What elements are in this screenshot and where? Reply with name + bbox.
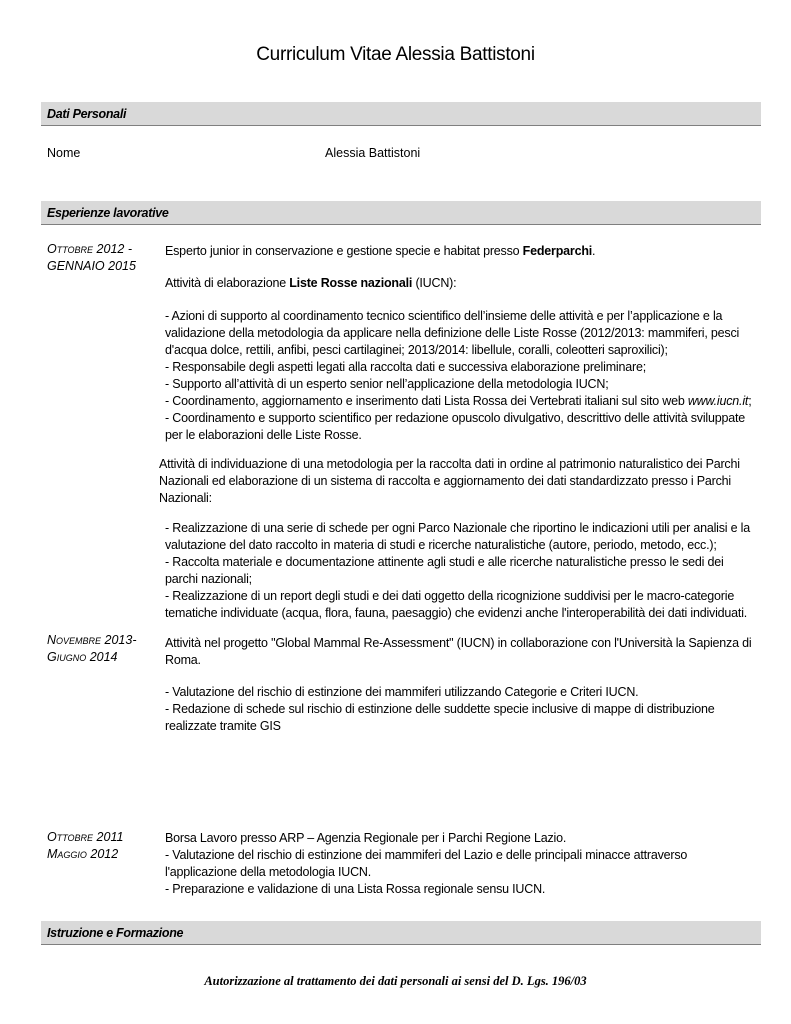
job-description <box>165 830 755 898</box>
list-item: - Responsabile degli aspetti legati alla raccolta dati e successiva elaborazione preliminare; <box>165 360 646 374</box>
list-item: - Coordinamento e supporto scientifico per redazione opuscolo divulgativo, descrittivo delle attività sviluppate per le elaborazioni delle Liste Rosse. <box>165 411 746 442</box>
list-item: - Preparazione e validazione di una Lista Rossa regionale sensu IUCN. <box>165 882 546 896</box>
name-value: Alessia Battistoni <box>325 146 421 160</box>
activity-heading-text: Attività di elaborazione <box>165 276 290 290</box>
activity-bullet-list <box>165 308 755 444</box>
employer-name: Federparchi <box>522 244 593 258</box>
list-item-text: - Coordinamento, aggiornamento e inserimento dati Lista Rossa dei Vertebrati italiani sul sito web <box>165 394 688 408</box>
date-end: Maggio 2012 <box>47 847 119 861</box>
activity-heading <box>165 275 755 292</box>
activity-bullet-list-2 <box>165 520 755 622</box>
document-title: Curriculum Vitae Alessia Battistoni <box>256 44 535 65</box>
job-intro-end: . <box>592 244 596 258</box>
date-start: Ottobre 2011 <box>47 830 124 844</box>
date-start: Novembre 2013- <box>47 633 137 647</box>
job-intro <box>165 243 755 260</box>
list-item: - Raccolta materiale e documentazione attinente agli studi e alle ricerche naturalistiche presso le sedi dei parchi nazionali; <box>165 555 724 586</box>
list-item: Borsa Lavoro presso ARP – Agenzia Regionale per i Parchi Regione Lazio. <box>165 831 567 845</box>
list-item-end: ; <box>748 394 752 408</box>
date-start: Ottobre 2012 - <box>47 242 132 256</box>
website-link: www.iucn.it <box>687 394 749 408</box>
list-item <box>165 393 755 410</box>
list-item: - Supporto all’attività di un esperto senior nell’applicazione della metodologia IUCN; <box>165 377 609 391</box>
section-title: Esperienze lavorative <box>47 206 169 220</box>
job-date-range <box>47 632 136 666</box>
job-intro-text: Esperto junior in conservazione e gestione specie e habitat presso <box>165 244 523 258</box>
section-header-education <box>41 921 761 945</box>
section-title: Istruzione e Formazione <box>47 926 184 940</box>
list-item: - Realizzazione di un report degli studi e dei dati oggetto della ricognizione suddivisi per le macro-categorie tematiche individuate (acqua, flora, fauna, paesaggio) che evidenzi anche l'interoperabilità dei dati individuati. <box>165 589 748 620</box>
name-label: Nome <box>47 146 81 160</box>
job-date-range <box>47 829 123 863</box>
section-header-personal <box>41 102 761 126</box>
list-item: - Valutazione del rischio di estinzione dei mammiferi utilizzando Categorie e Criteri IUCN. <box>165 685 639 699</box>
job-intro: Attività nel progetto "Global Mammal Re-Assessment" (IUCN) in collaborazione con l'Università la Sapienza di Roma. <box>165 636 752 667</box>
list-item: - Redazione di schede sul rischio di estinzione delle suddette specie inclusive di mappe di distribuzione realizzate tramite GIS <box>165 702 715 733</box>
section-header-work <box>41 201 761 225</box>
job-date-range <box>47 241 136 275</box>
privacy-footer: Autorizzazione al trattamento dei dati personali ai sensi del D. Lgs. 196/03 <box>204 974 587 988</box>
list-item: - Valutazione del rischio di estinzione dei mammiferi del Lazio e delle principali minacce attraverso l'applicazione della metodologia IUCN. <box>165 848 688 879</box>
date-end: GENNAIO 2015 <box>47 259 136 273</box>
list-item: - Azioni di supporto al coordinamento tecnico scientifico dell’insieme delle attività e per l’applicazione e la validazione della metodologia da applicare nella definizione delle Liste Rosse (2012/2013: mammiferi, pesci d'acqua dolce, rettili, anfibi, pesci cartilaginei; 2013/2014: libellule, coralli, coleotteri saproxilici); <box>165 309 740 357</box>
list-item: - Realizzazione di una serie di schede per ogni Parco Nazionale che riportino le indicazioni utili per analisi e la valutazione del dato raccolto in materia di studi e ricerche naturalistiche (autore, periodo, metodo, ecc.); <box>165 521 750 552</box>
activity-heading-bold: Liste Rosse nazionali <box>289 276 413 290</box>
section-title: Dati Personali <box>47 107 127 121</box>
activity-heading-end: (IUCN): <box>412 276 457 290</box>
date-end: Giugno 2014 <box>47 650 118 664</box>
activity-heading-2: Attività di individuazione di una metodologia per la raccolta dati in ordine al patrimonio naturalistico dei Parchi Nazionali ed elaborazione di un sistema di raccolta e aggiornamento dei dati standardizzato presso i Parchi Nazionali: <box>159 457 740 505</box>
activity-bullet-list <box>165 684 755 735</box>
